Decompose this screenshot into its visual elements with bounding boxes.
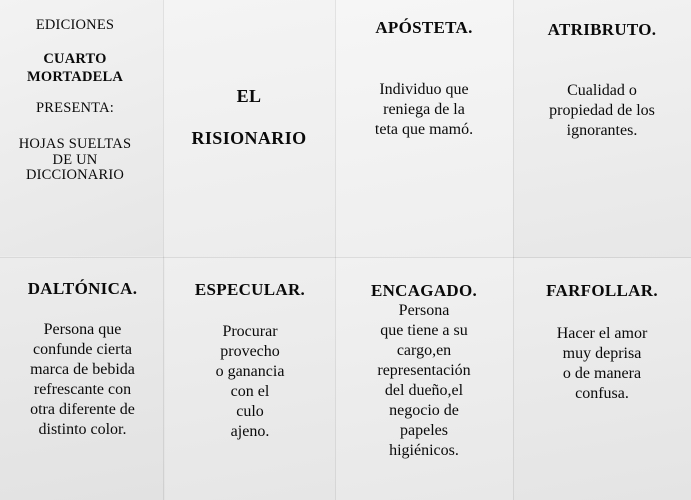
definition-line: confusa.	[575, 385, 629, 402]
fold-line	[163, 0, 164, 500]
entry-card	[0, 256, 165, 500]
entry-card	[513, 258, 691, 500]
imprint-subtitle-line3: DICCIONARIO	[25, 167, 125, 183]
definition-line: higiénicos.	[389, 442, 459, 459]
imprint-presents: PRESENTA:	[36, 100, 114, 116]
book-title: RISIONARIO	[191, 128, 307, 148]
definition-line: Persona que	[43, 321, 122, 338]
entry-term: ATRIBRUTO.	[547, 20, 657, 39]
definition-line: provecho	[220, 343, 280, 360]
entry-term: ENCAGADO.	[370, 281, 478, 300]
entry-card	[335, 258, 513, 500]
definition-line: otra diferente de	[30, 401, 135, 418]
definition-line: refrescante con	[33, 381, 132, 398]
definition-line: cargo,en	[396, 342, 452, 359]
definition-line: que tiene a su	[380, 322, 468, 339]
entry-definition	[335, 301, 513, 461]
definition-line: confunde cierta	[32, 341, 133, 358]
definition-line: representación	[377, 362, 471, 379]
definition-line: culo	[236, 403, 264, 420]
entry-card	[335, 0, 513, 258]
imprint-publisher-label: EDICIONES	[35, 17, 115, 33]
imprint-card	[0, 0, 163, 256]
imprint-subtitle-line1: HOJAS SUELTAS	[18, 136, 132, 152]
definition-line: Hacer el amor	[556, 325, 648, 342]
entry-term: DALTÓNICA.	[27, 279, 138, 298]
definition-line: muy deprisa	[562, 345, 642, 362]
definition-line: reniega de la	[383, 101, 465, 118]
definition-line: Individuo que	[379, 81, 469, 98]
definition-line: ajeno.	[230, 423, 270, 440]
definition-line: con el	[230, 383, 270, 400]
definition-line: distinto color.	[38, 421, 127, 438]
entry-term: ESPECULAR.	[194, 280, 306, 299]
entry-card	[165, 258, 335, 500]
entry-definition	[0, 320, 165, 440]
definition-line: Persona	[398, 302, 450, 319]
definition-line: teta que mamó.	[374, 121, 474, 138]
entry-definition	[335, 80, 513, 140]
title-card	[163, 0, 335, 258]
fold-line	[513, 0, 514, 500]
definition-line: Cualidad o	[567, 82, 637, 99]
definition-line: negocio de	[389, 402, 459, 419]
definition-line: Procurar	[222, 323, 278, 340]
entry-card	[513, 0, 691, 258]
definition-line: o de manera	[562, 365, 642, 382]
definition-line: propiedad de los	[549, 102, 655, 119]
imprint-publisher-name-line1: CUARTO	[43, 51, 107, 67]
entry-definition	[513, 81, 691, 141]
imprint-publisher-name-line2: MORTADELA	[26, 69, 124, 85]
entry-term: FARFOLLAR.	[546, 281, 658, 300]
definition-line: papeles	[400, 422, 448, 439]
definition-line: del dueño,el	[384, 382, 464, 399]
imprint-subtitle-line2: DE UN	[52, 152, 98, 168]
definition-line: ignorantes.	[566, 122, 638, 139]
entry-term: APÓSTETA.	[375, 18, 473, 37]
definition-line: o ganancia	[215, 363, 285, 380]
definition-line: marca de bebida	[30, 361, 135, 378]
entry-definition	[165, 322, 335, 442]
book-title-article: EL	[236, 86, 262, 106]
fold-line	[0, 257, 691, 258]
entry-definition	[513, 324, 691, 404]
fold-line	[335, 0, 336, 500]
